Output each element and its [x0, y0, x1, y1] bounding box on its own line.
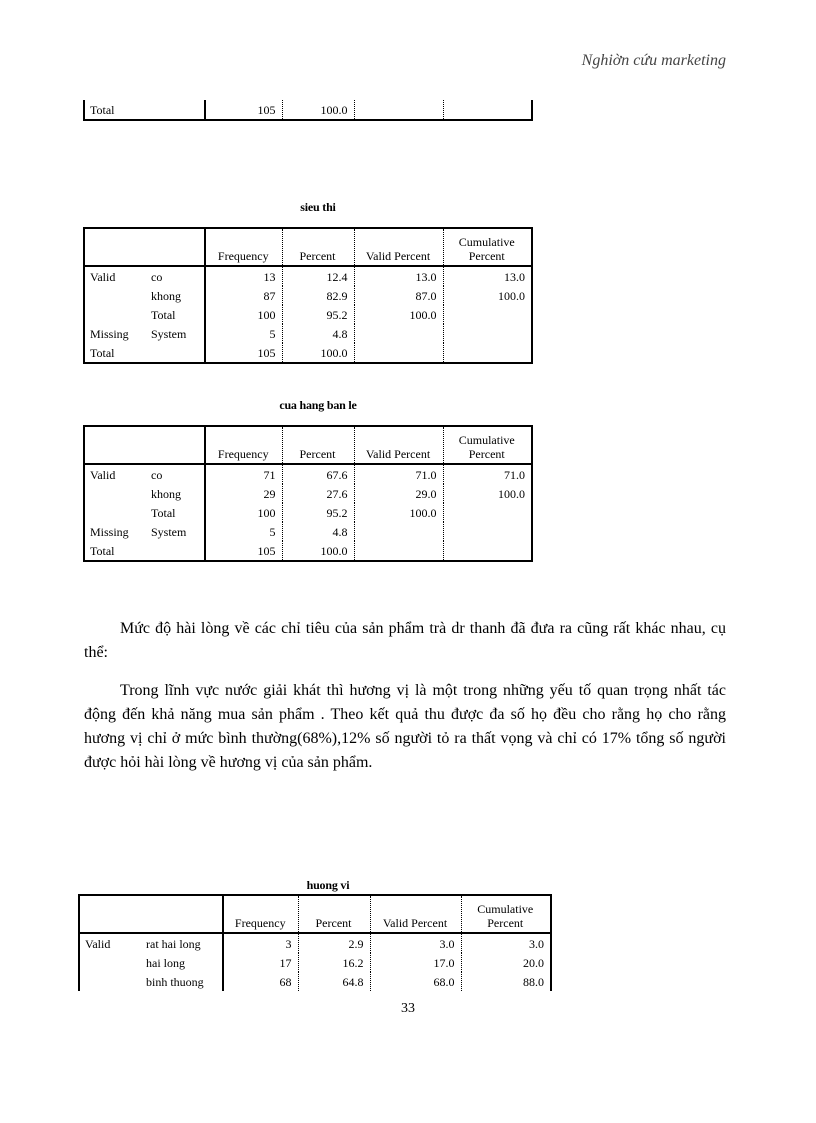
previous-table-tail: [83, 100, 533, 121]
row-group: Valid: [85, 937, 111, 951]
percent-cell: 82.9: [282, 286, 354, 305]
percent-cell: 16.2: [298, 953, 370, 972]
col-header-valid-percent: Valid Percent: [354, 426, 443, 464]
percent-cell: 4.8: [282, 324, 354, 343]
percent-cell: 95.2: [282, 305, 354, 324]
row-label: binh thuong: [146, 975, 204, 989]
frequency-cell: 105: [205, 541, 282, 561]
header-blank-cell: [79, 895, 223, 933]
row-label: co: [151, 468, 163, 482]
row-group: [79, 953, 141, 972]
table-row: [84, 286, 532, 305]
valid-percent-cell: 100.0: [354, 503, 443, 522]
row-label: co: [151, 270, 163, 284]
cumulative-percent-cell: [443, 324, 532, 343]
table-row: [84, 266, 532, 286]
table-row: [84, 343, 532, 363]
percent-cell: 27.6: [282, 484, 354, 503]
col-header-cumulative-percent: [443, 228, 532, 266]
header-blank-cell: [84, 426, 205, 464]
table-title-huong-vi: huong vi: [306, 878, 350, 892]
valid-percent-cell: [354, 100, 443, 120]
table-title-sieu-thi: sieu thi: [300, 200, 336, 214]
cumulative-line1: Cumulative: [477, 902, 534, 916]
cumulative-percent-cell: 100.0: [443, 484, 532, 503]
valid-percent-cell: [354, 541, 443, 561]
percent-cell: 100.0: [282, 343, 354, 363]
frequency-cell: 29: [205, 484, 282, 503]
row-group: [84, 286, 146, 305]
row-group: Missing: [90, 327, 129, 341]
table-row: [84, 100, 532, 120]
page-number: 33: [401, 1001, 415, 1016]
body-paragraph-2: Trong lĩnh vực nước giải khát thì hương vị là một trong những yếu tố quan trọng nhất tác động đến khả năng mua sản phẩm . Theo kết quả thu được đa số họ đều cho rằng họ cho rằng hương vị chỉ ở mức bình thường(68%),12% số người tỏ ra thất vọng và chỉ có 17% tổng số người được hỏi hài lòng về hương vị của sản phẩm.: [84, 682, 726, 771]
valid-percent-cell: 87.0: [354, 286, 443, 305]
cumulative-percent-cell: [443, 305, 532, 324]
percent-cell: 100.0: [282, 100, 354, 120]
percent-cell: 67.6: [282, 464, 354, 484]
row-label: [146, 541, 205, 561]
frequency-cell: 5: [205, 324, 282, 343]
cumulative-percent-cell: 71.0: [443, 464, 532, 484]
table-header-row: [79, 895, 551, 933]
col-header-valid-percent: Valid Percent: [354, 228, 443, 266]
percent-cell: 2.9: [298, 933, 370, 953]
valid-percent-cell: 3.0: [370, 933, 461, 953]
frequency-cell: 71: [205, 464, 282, 484]
row-label: System: [151, 525, 187, 539]
valid-percent-cell: 13.0: [354, 266, 443, 286]
cumulative-percent-cell: [443, 522, 532, 541]
cumulative-line2: Percent: [487, 916, 524, 930]
cumulative-percent-cell: 13.0: [443, 266, 532, 286]
row-label: Total: [151, 308, 176, 322]
col-header-cumulative-percent: [461, 895, 551, 933]
row-label: khong: [151, 289, 181, 303]
table-row: [84, 305, 532, 324]
table-header-row: [84, 228, 532, 266]
row-label: khong: [151, 487, 181, 501]
percent-cell: 95.2: [282, 503, 354, 522]
table-row: [84, 464, 532, 484]
cumulative-percent-cell: 3.0: [461, 933, 551, 953]
percent-cell: 4.8: [282, 522, 354, 541]
valid-percent-cell: 29.0: [354, 484, 443, 503]
col-header-percent: Percent: [282, 426, 354, 464]
table-title-cua-hang-ban-le: cua hang ban le: [279, 398, 357, 412]
frequency-cell: 5: [205, 522, 282, 541]
row-group: Missing: [90, 525, 129, 539]
cumulative-percent-cell: 100.0: [443, 286, 532, 305]
frequency-table-cua-hang-ban-le: [83, 425, 533, 562]
cumulative-percent-cell: 88.0: [461, 972, 551, 991]
row-group: Valid: [90, 468, 116, 482]
cumulative-line1: Cumulative: [458, 433, 515, 447]
valid-percent-cell: [354, 324, 443, 343]
frequency-cell: 3: [223, 933, 298, 953]
valid-percent-cell: [354, 343, 443, 363]
frequency-cell: 13: [205, 266, 282, 286]
row-group: [84, 503, 146, 522]
percent-cell: 100.0: [282, 541, 354, 561]
col-header-frequency: Frequency: [223, 895, 298, 933]
frequency-cell: 68: [223, 972, 298, 991]
valid-percent-cell: 100.0: [354, 305, 443, 324]
row-label: hai long: [146, 956, 185, 970]
frequency-cell: 100: [205, 305, 282, 324]
row-label: System: [151, 327, 187, 341]
frequency-table-huong-vi: [78, 894, 552, 991]
table-row: [84, 541, 532, 561]
table-row: [84, 324, 532, 343]
percent-cell: 64.8: [298, 972, 370, 991]
body-paragraph-1: Mức độ hài lòng về các chỉ tiêu của sản phẩm trà dr thanh đã đưa ra cũng rất khác nhau, cụ thể:: [84, 620, 726, 661]
row-label: [146, 343, 205, 363]
frequency-cell: 105: [205, 100, 282, 120]
row-group: Total: [90, 544, 115, 558]
row-group: Total: [90, 346, 115, 360]
cumulative-line2: Percent: [468, 249, 505, 263]
col-header-percent: Percent: [282, 228, 354, 266]
frequency-table-sieu-thi: [83, 227, 533, 364]
cumulative-percent-cell: 20.0: [461, 953, 551, 972]
valid-percent-cell: 17.0: [370, 953, 461, 972]
cumulative-percent-cell: [443, 541, 532, 561]
frequency-cell: 105: [205, 343, 282, 363]
row-label: Total: [151, 506, 176, 520]
valid-percent-cell: [354, 522, 443, 541]
cumulative-percent-cell: [443, 343, 532, 363]
table-header-row: [84, 426, 532, 464]
header-blank-cell: [84, 228, 205, 266]
row-group: Valid: [90, 270, 116, 284]
percent-cell: 12.4: [282, 266, 354, 286]
row-group: [84, 305, 146, 324]
frequency-cell: 87: [205, 286, 282, 305]
page-header: Nghiờn cứu marketing: [581, 52, 726, 69]
valid-percent-cell: 68.0: [370, 972, 461, 991]
row-label: Total: [90, 103, 115, 117]
row-group: [84, 484, 146, 503]
col-header-percent: Percent: [298, 895, 370, 933]
frequency-cell: 100: [205, 503, 282, 522]
frequency-cell: 17: [223, 953, 298, 972]
table-row: [84, 484, 532, 503]
table-row: [84, 503, 532, 522]
cumulative-line2: Percent: [468, 447, 505, 461]
row-group: [79, 972, 141, 991]
cumulative-percent-cell: [443, 503, 532, 522]
row-label: rat hai long: [146, 937, 201, 951]
table-row: [79, 953, 551, 972]
col-header-valid-percent: Valid Percent: [370, 895, 461, 933]
valid-percent-cell: 71.0: [354, 464, 443, 484]
table-row: [79, 972, 551, 991]
col-header-frequency: Frequency: [205, 426, 282, 464]
table-row: [84, 522, 532, 541]
cumulative-percent-cell: [443, 100, 532, 120]
col-header-frequency: Frequency: [205, 228, 282, 266]
col-header-cumulative-percent: [443, 426, 532, 464]
table-row: [79, 933, 551, 953]
cumulative-line1: Cumulative: [458, 235, 515, 249]
